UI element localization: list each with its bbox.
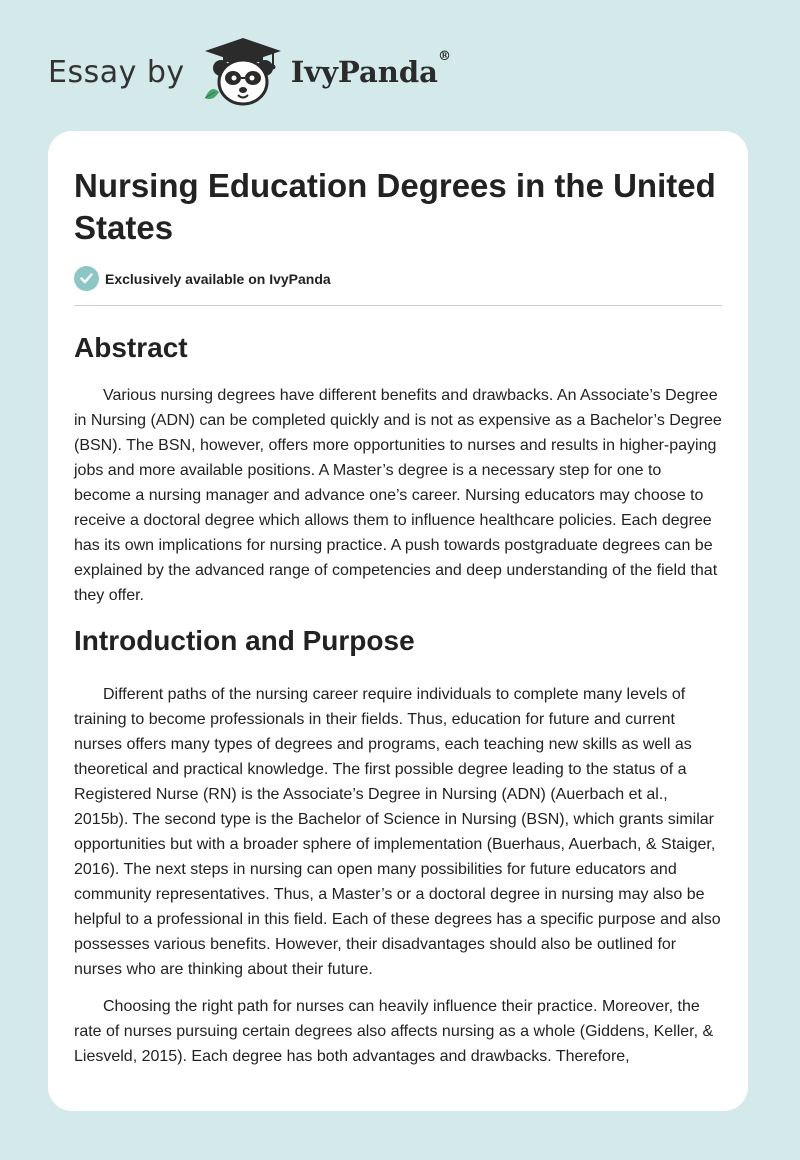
introduction-paragraph-1: Different paths of the nursing career require individuals to complete many levels of training to become professionals in their fields. Thus, education for future and current nurses offers many types of degrees and programs, each teaching new skills as well as theoretical and practical knowledge. The first possible degree leading to the status of a Registered Nurse (RN) is the Associate’s Degree in Nursing (ADN) (Auerbach et al., 2015b). The second type is the Bachelor of Science in Nursing (BSN), which grants similar opportunities but with a broader sphere of implementation (Buerhaus, Auerbach, & Staiger, 2016). The next steps in nursing can open many possibilities for future educators and community representatives. Thus, a Master’s or a doctoral degree in nursing may also be helpful to a professional in this field. Each of these degrees has a specific purpose and also possesses various benefits. However, their disadvantages should also be outlined for nurses who are thinking about their future.: [74, 686, 721, 978]
section-heading-abstract: Abstract: [74, 332, 188, 363]
check-circle-icon: [74, 266, 99, 291]
exclusive-label: Exclusively available on IvyPanda: [105, 270, 331, 287]
brand-name: IvyPanda®: [290, 49, 451, 89]
introduction-paragraph-2: Choosing the right path for nurses can heavily influence their practice. Moreover, the rate of nurses pursuing certain degrees also affects nursing as a whole (Giddens, Keller, & Liesveld, 2015). Each degree has both advantages and drawbacks. Therefore,: [74, 998, 714, 1065]
brand-prefix: Essay by: [48, 54, 185, 90]
registered-mark: ®: [437, 49, 451, 64]
abstract-paragraph: Various nursing degrees have different benefits and drawbacks. An Associate’s Degree in Nursing (ADN) can be completed quickly and is not as expensive as a Bachelor’s Degree (BSN). The BSN, however, offers more opportunities to nurses and results in higher-paying jobs and more available positions. A Master’s degree is a necessary step for one to become a nursing manager and advance one’s career. Nursing educators may choose to receive a doctoral degree which allows them to influence healthcare policies. Each degree has its own implications for nursing practice. A push towards postgraduate degrees can be explained by the advanced range of competencies and deep understanding of the field that they offer.: [74, 387, 722, 604]
title-divider: [74, 305, 722, 306]
essay-card: [48, 131, 748, 1111]
page-title: Nursing Education Degrees in the United States: [74, 167, 716, 246]
exclusive-badge: [74, 266, 722, 291]
panda-logo-icon: [201, 36, 285, 108]
brand-header[interactable]: [48, 36, 451, 108]
section-heading-introduction: Introduction and Purpose: [74, 625, 415, 656]
